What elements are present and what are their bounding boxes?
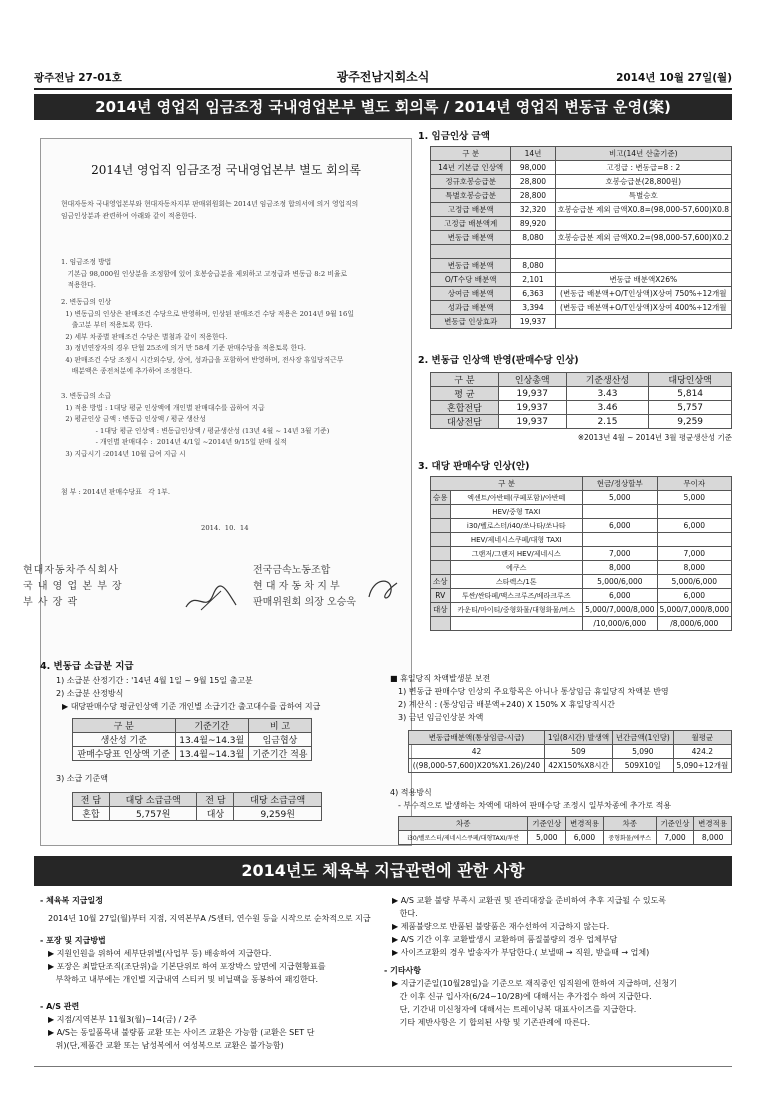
table-row <box>431 161 732 175</box>
retroactive-basis-table: 구 분 기준기간 비 고 생산성 기준 13.4월~14.3월 임금협상 판매수당표 인상액 기준 13.4월~14.3월 기준기간 적용 <box>72 718 312 761</box>
table-cell <box>583 533 657 547</box>
table-row <box>431 519 732 533</box>
table-cell: HEV/중형 TAXI <box>450 505 583 519</box>
as-text: ▶ 지점/지역본부 11월3(월)~14(금) / 2주 ▶ A/S는 동일품목내 불량품 교환 또는 사이즈 교환은 가능함 (교환은 SET 단 위)(단,제품간 교환 또는 남성복에서 여성복으로 교환은 불가능함) <box>48 1015 315 1050</box>
table-cell: 특별호봉승급분 <box>431 189 511 203</box>
memo-intro: 현대자동차 국내영업본부와 현대자동차지부 판매위원회는 2014년 임금조정 합의서에 의거 영업직의 임금인상분과 관련하여 아래와 같이 적용한다. <box>61 200 359 220</box>
table-cell: (변동급 배분액+O/T인상액)X상여 400%÷12개월 <box>555 301 731 315</box>
table-cell: 8,000 <box>657 561 731 575</box>
table-cell: 6,000 <box>657 589 731 603</box>
issue-date: 2014년 10월 27일(월) <box>616 72 732 84</box>
section-1-heading: 1. 임금인상 금액 <box>418 131 490 142</box>
table-cell: 5,814 <box>649 387 732 401</box>
retroactive-amount-table: 전 담 대당 소급금액 전 담 대당 소급금액 혼합 5,757원 대상 9,259원 <box>72 792 322 821</box>
table-cell: 대상전담 <box>431 415 499 429</box>
table-row <box>431 301 732 315</box>
masthead-divider <box>34 88 732 90</box>
table-row <box>431 245 732 259</box>
table-row <box>431 547 732 561</box>
section-2-heading: 2. 변동급 인상액 반영(판매수당 인상) <box>418 355 579 366</box>
table-row <box>431 415 732 429</box>
table-cell: 28,800 <box>511 189 555 203</box>
memo-item-3: 3. 변동급의 소급 1) 적용 방법 : 1대당 평균 인상액에 개인별 판매대수를 곱하여 지급 2) 평균인상 금액 : 변동급 인상액 / 평균 생산성 - 1대당 평균 인상액 : 변동급인상액 / 평균생산성 (13년 4월 ~ 14년 3월 기준) - 개인별 판매대수 : 2014년 4/1일 ~2014년 9/15일 판매 실적 3) 지급시기 :2014년 10월 급여 지급 시 <box>61 392 330 458</box>
table-cell: 32,320 <box>511 203 555 217</box>
table-cell <box>657 505 731 519</box>
table-cell: 투싼/싼타페/맥스크루즈/베라크루즈 <box>450 589 583 603</box>
table-cell: 상여금 배분액 <box>431 287 511 301</box>
table-cell: 7,000 <box>657 547 731 561</box>
table-cell <box>431 245 511 259</box>
table-row <box>431 175 732 189</box>
table-cell: 호봉승급분 제외 금액X0.8=(98,000-57,600)X0.8 <box>555 203 731 217</box>
table-cell: 8,080 <box>511 259 555 273</box>
s5-line-3: 3) 금년 임금인상분 차액 <box>398 713 484 722</box>
table-cell: 정규호봉승급분 <box>431 175 511 189</box>
table-cell: 28,800 <box>511 175 555 189</box>
uniform-headline: 2014년도 체육복 지급관련에 관한 사항 <box>34 856 732 886</box>
table-cell: 5,757 <box>649 401 732 415</box>
company-signatory: 현대자동차주식회사 국 내 영 업 본 부 장 부 사 장 곽 <box>23 565 123 608</box>
table-row <box>431 259 732 273</box>
table-cell: 14년 기본급 인상액 <box>431 161 511 175</box>
main-headline: 2014년 영업직 임금조정 국내영업본부 별도 회의록 / 2014년 영업직 변동급 운영(案) <box>34 94 732 120</box>
table-cell: 5,000/7,000/8,000 <box>583 603 657 617</box>
table-cell: HEV/제네시스쿠페/대형 TAXI <box>450 533 583 547</box>
table-cell: 엑센트/아반떼(쿠페포함)/아반떼 <box>450 491 583 505</box>
table-cell: 변동급 인상효과 <box>431 315 511 329</box>
table-cell: 대상 <box>431 603 451 617</box>
table-cell: 19,937 <box>498 387 566 401</box>
bottom-rule <box>34 1066 732 1067</box>
table-cell: 3,394 <box>511 301 555 315</box>
table-cell: 19,937 <box>511 315 555 329</box>
table-cell <box>511 245 555 259</box>
table-cell: 9,259 <box>649 415 732 429</box>
table-cell: i30/벨로스터/i40/쏘나타/쏘나타 <box>450 519 583 533</box>
table-cell <box>450 617 583 631</box>
as-heading: - A/S 관련 <box>40 1002 80 1011</box>
table-cell <box>657 533 731 547</box>
packing-heading: - 포장 및 지급방법 <box>40 936 106 945</box>
table-row <box>431 533 732 547</box>
table-cell: 성과급 배분액 <box>431 301 511 315</box>
wage-increase-table: 구 분 14년 비고(14년 산출기준) 14년 기본급 인상액 98,000 고정급 : 변동급=8 : 2 정규호봉승급분 28,800 호봉승급분(28,800원) 특별호봉승급분 28,800 특별승호 고정급 배분액 32,320 호봉승급분 제외 금액X0.8=(98,000-57,600)X0.8 고정급 배분액계 89,920 변동급 배분액 8,080 호봉승급분 제외 금액X0.2=(98,000-57,600)X0.2 변동급 배분액 8,080 O/T수당 배분액 2,101 변동급 배분액X26% 상여금 배분액 6,363 (변동급 배분액+O/T인상액)X상여 750%÷12개월 성과급 배분액 3,394 (변동급 배분액+O/T인상액)X상여 400%÷12개월 변동급 인상효과 19,937 <box>430 146 732 329</box>
table-row <box>431 203 732 217</box>
table-cell <box>583 505 657 519</box>
holiday-duty-heading: ■ 휴일당직 차액발생분 보전 <box>390 674 491 683</box>
misc-heading: - 기타사항 <box>384 966 422 975</box>
table-row <box>431 315 732 329</box>
table-cell: (변동급 배분액+O/T인상액)X상여 750%÷12개월 <box>555 287 731 301</box>
union-signatory: 전국금속노동조합 현 대 자 동 차 지 부 판매위원회 의장 오승욱 <box>253 565 356 608</box>
masthead <box>34 66 732 88</box>
table-cell: 3.43 <box>566 387 649 401</box>
table-cell: 5,000/6,000 <box>583 575 657 589</box>
table-row <box>431 273 732 287</box>
table-cell: 카운티/마이티/중형화물/대형화물/버스 <box>450 603 583 617</box>
table-cell: 19,937 <box>498 415 566 429</box>
memo-title: 2014년 영업직 임금조정 국내영업본부 별도 회의록 <box>91 163 361 177</box>
table-cell: 스타렉스/1톤 <box>450 575 583 589</box>
table-cell: 에쿠스 <box>450 561 583 575</box>
table-row <box>431 575 732 589</box>
memo-item-1: 1. 임금조정 방법 기본급 98,000원 인상분을 조정함에 있어 호봉승급분을 제외하고 고정급과 변동급 8:2 비율로 적용한다. <box>61 258 348 289</box>
uniform-schedule-heading: - 체육복 지급일정 <box>40 896 103 905</box>
table-cell: 소상 <box>431 575 451 589</box>
table-cell: 98,000 <box>511 161 555 175</box>
memo-attachment: 첨 부 : 2014년 판매수당표 각 1부. <box>61 488 171 496</box>
table-cell <box>555 217 731 231</box>
table-cell <box>431 533 451 547</box>
newsletter-name: 광주전남지회소식 <box>336 70 430 84</box>
table-cell: 19,937 <box>498 401 566 415</box>
table-cell: RV <box>431 589 451 603</box>
table-cell: 6,000 <box>583 589 657 603</box>
table-cell <box>431 561 451 575</box>
table-row <box>431 217 732 231</box>
holiday-diff-table: 변동급배분액(통상임금-시급) 1일(8시간) 발생액 년간금액(1인당) 월평균 42 509 5,090 424.2 ((98,000-57,600)X20%X1.26)/240 42X150%X8시간 509X10일 5,090÷12개월 <box>408 730 732 773</box>
table-cell <box>555 259 731 273</box>
table-cell: 2.15 <box>566 415 649 429</box>
table-cell: 고정급 배분액계 <box>431 217 511 231</box>
table-row <box>431 603 732 617</box>
issue-number: 광주전남 27-01호 <box>34 72 122 84</box>
table-row <box>431 287 732 301</box>
s4-line-4: 3) 소급 기준액 <box>56 774 108 783</box>
table-row <box>431 589 732 603</box>
table-cell: O/T수당 배분액 <box>431 273 511 287</box>
table-row <box>431 189 732 203</box>
s5-line-4: 4) 적용방식 <box>390 788 432 797</box>
table-cell: 변동급 배분액 <box>431 231 511 245</box>
table-cell: 6,000 <box>583 519 657 533</box>
section-4-heading: 4. 변동급 소급분 지급 <box>40 661 134 672</box>
s4-line-3: ▶ 대당판매수당 평균인상액 기준 개인별 소급기간 출고대수를 곱하여 지급 <box>62 702 321 711</box>
table-cell: 5,000 <box>657 491 731 505</box>
table-cell: 3.46 <box>566 401 649 415</box>
table-cell: 7,000 <box>583 547 657 561</box>
table-cell: 6,000 <box>657 519 731 533</box>
company-signature-icon <box>181 585 241 615</box>
table-cell <box>431 617 451 631</box>
table-cell: 평 균 <box>431 387 499 401</box>
table-row <box>431 561 732 575</box>
table-cell: 변동급 배분액X26% <box>555 273 731 287</box>
table-row <box>431 231 732 245</box>
union-signature-icon <box>363 573 403 605</box>
table-cell: 그랜저/그랜저 HEV/제네시스 <box>450 547 583 561</box>
table-cell: 6,363 <box>511 287 555 301</box>
s5-line-1: 1) 변동급 판매수당 인상의 주요항목은 아니나 통상임금 휴일당직 차액분 반영 <box>398 687 669 696</box>
s4-line-1: 1) 소급분 산정기간 : '14년 4월 1일 ~ 9월 15일 출고분 <box>56 676 253 685</box>
sales-allowance-table: 구 분 현금/정상할부 무이자 승용 엑센트/아반떼(쿠페포함)/아반떼 5,000 5,000 HEV/중형 TAXI i30/벨로스터/i40/쏘나타/쏘나타 6,000 6,000 HEV/제네시스쿠페/대형 TAXI 그랜저/그랜저 HEV/제네시스 7,000 7,000 에쿠스 8,000 8,000 소상 스타렉스/1톤 5,000/6,000 5,000/6,000 RV 투싼/싼타페/맥스크루즈/베라크루즈 6,000 6,000 대상 카운티/마이티/중형화물/대형화물/버스 5,000/7,000/8,000 5,000/7,000/8,000 /10,000/6,000 /8,000/6,000 <box>430 476 732 631</box>
table-row <box>431 387 732 401</box>
table-cell <box>431 505 451 519</box>
table-cell: 8,000 <box>583 561 657 575</box>
table-cell: 특별승호 <box>555 189 731 203</box>
table-cell <box>431 519 451 533</box>
s4-line-2: 2) 소급분 산정방식 <box>56 689 124 698</box>
variable-pay-table: 구 분 인상총액 기준생산성 대당인상액 평 균 19,937 3.43 5,814 혼합전담 19,937 3.46 5,757 대상전담 19,937 2.15 9,259 <box>430 372 732 429</box>
memo-item-2: 2. 변동급의 인상 1) 변동급의 인상은 판매조건 수당으로 반영하며, 인상된 판매조건 수당 적용은 2014년 9월 16일 출고분 부터 적용토록 한다. 2) 세부 차종별 판매조건 수당은 별첨과 같이 적용한다. 3) 정년연장자의 경우 단협 25조에 의거 만 58세 기준 판매수당을 적용토록 한다. 4) 판매조건 수당 조정시 시간외수당, 상여, 성과급을 포함하여 반영하며, 전사장 휴일당직근무 배분액은 종전처분에 추가하여 조정한다. <box>61 298 354 375</box>
table-cell <box>431 547 451 561</box>
table-row <box>431 401 732 415</box>
table-cell: 고정급 : 변동급=8 : 2 <box>555 161 731 175</box>
table-row <box>431 491 732 505</box>
uniform-schedule-text: 2014년 10월 27일(월)부터 지점, 지역본부A /S센터, 연수원 등을 시작으로 순차적으로 지급 <box>48 914 371 923</box>
table-cell: 5,000/6,000 <box>657 575 731 589</box>
table-cell <box>555 245 731 259</box>
table-row <box>431 617 732 631</box>
table-cell: 혼합전담 <box>431 401 499 415</box>
table-cell: 승용 <box>431 491 451 505</box>
table-cell: 고정급 배분액 <box>431 203 511 217</box>
memo-date: 2014. 10. 14 <box>201 524 249 532</box>
packing-text: ▶ 지원인원을 위하여 세부단위별(사업부 등) 배송하여 지급한다. ▶ 포장은 최말단조직(조단위)을 기본단위로 하여 포장박스 앞면에 지급현황표를 부착하고 내부에는 개인별 지급내역 스티커 및 비닐팩을 동봉하여 패킹한다. <box>48 949 326 984</box>
table-row <box>431 505 732 519</box>
table-cell: 2,101 <box>511 273 555 287</box>
table-cell: 89,920 <box>511 217 555 231</box>
table-cell: 호봉승급분(28,800원) <box>555 175 731 189</box>
productivity-note: ※2013년 4월 ~ 2014년 3월 평균생산성 기준 <box>577 433 732 442</box>
section-3-heading: 3. 대당 판매수당 인상(안) <box>418 461 530 472</box>
s5-line-5: - 부수적으로 발생하는 차액에 대하여 판매수당 조정시 일부차종에 추가로 적용 <box>398 801 672 810</box>
applied-model-table: 차종 기준인상 변경적용 차종 기준인상 변경적용 i30/벨로스터/제네시스쿠페/대형TAXI/투싼 5,000 6,000 중형화물/에쿠스 7,000 8,000 <box>398 816 732 845</box>
table-cell: 5,000/7,000/8,000 <box>657 603 731 617</box>
table-cell: 호봉승급분 제외 금액X0.2=(98,000-57,600)X0.2 <box>555 231 731 245</box>
s5-line-2: 2) 계산식 : (통상임금 배분액÷240) X 150% X 휴일당직시간 <box>398 700 615 709</box>
table-cell: 변동급 배분액 <box>431 259 511 273</box>
misc-text: ▶ 지급기준일(10월28일)을 기준으로 재직중인 임직원에 한하여 지급하며, 신청기 간 이후 신규 입사자(6/24~10/28)에 대해서는 추가접수 하여 지급한다. 단, 기간내 미신청자에 대해서는 트레이닝복 대표사이즈를 지급한다. 기타 제반사항은 기 합의된 사항 및 기존관례에 따른다. <box>392 979 677 1027</box>
table-cell: /10,000/6,000 <box>583 617 657 631</box>
as-exchange-text: ▶ A/S 교환 불량 부족시 교환권 및 관리대장을 준비하여 추후 지급될 수 있도록 한다. ▶ 제품불량으로 반품된 불량품은 재수선하여 지급하지 않는다. ▶ A/S 기간 이후 교환발생시 교환하며 품질불량의 경우 업체부담 ▶ 사이즈교환의 경우 발송자가 부담한다.( 보낼때 → 직원, 받을때 → 업체) <box>392 896 667 957</box>
table-cell <box>555 315 731 329</box>
table-cell: /8,000/6,000 <box>657 617 731 631</box>
table-cell: 8,080 <box>511 231 555 245</box>
table-cell: 5,000 <box>583 491 657 505</box>
